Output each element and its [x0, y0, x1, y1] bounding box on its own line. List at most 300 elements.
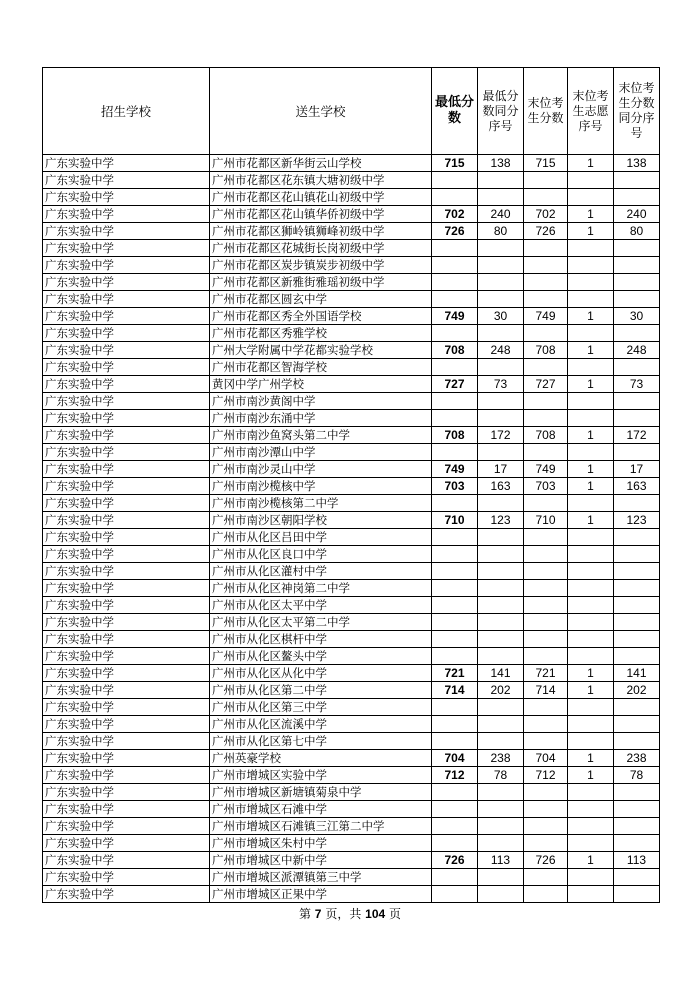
- min-score-rank-cell: [478, 172, 524, 189]
- last-same-rank-cell: [614, 189, 660, 206]
- min-score-cell: 714: [432, 682, 478, 699]
- table-row: [43, 597, 660, 614]
- last-score-cell: 714: [524, 682, 568, 699]
- last-choice-rank-cell: 1: [568, 750, 614, 767]
- send-school-cell: 广州市从化区吕田中学: [210, 529, 432, 546]
- min-score-cell: [432, 240, 478, 257]
- last-choice-rank-cell: [568, 869, 614, 886]
- min-score-rank-cell: [478, 818, 524, 835]
- last-same-rank-cell: [614, 784, 660, 801]
- last-same-rank-cell: [614, 886, 660, 903]
- last-choice-rank-cell: 1: [568, 376, 614, 393]
- min-score-cell: [432, 869, 478, 886]
- min-score-cell: [432, 444, 478, 461]
- enroll-school-cell: 广东实验中学: [43, 529, 210, 546]
- enroll-school-cell: 广东实验中学: [43, 325, 210, 342]
- enroll-school-cell: 广东实验中学: [43, 461, 210, 478]
- last-choice-rank-cell: [568, 886, 614, 903]
- table-row: [43, 308, 660, 325]
- last-same-rank-cell: [614, 614, 660, 631]
- send-school-cell: 广州市花都区秀全外国语学校: [210, 308, 432, 325]
- min-score-rank-cell: 17: [478, 461, 524, 478]
- min-score-cell: [432, 189, 478, 206]
- min-score-cell: [432, 835, 478, 852]
- table-row: [43, 835, 660, 852]
- min-score-rank-cell: [478, 240, 524, 257]
- table-row: [43, 410, 660, 427]
- send-school-cell: 广州市从化区流溪中学: [210, 716, 432, 733]
- enroll-school-cell: 广东实验中学: [43, 614, 210, 631]
- min-score-rank-cell: 240: [478, 206, 524, 223]
- enroll-school-cell: 广东实验中学: [43, 274, 210, 291]
- min-score-cell: 702: [432, 206, 478, 223]
- table-row: [43, 274, 660, 291]
- last-same-rank-cell: 80: [614, 223, 660, 240]
- table-row: [43, 257, 660, 274]
- enroll-school-cell: 广东实验中学: [43, 546, 210, 563]
- table-row: [43, 223, 660, 240]
- last-score-cell: [524, 886, 568, 903]
- last-choice-rank-cell: [568, 189, 614, 206]
- last-same-rank-cell: [614, 410, 660, 427]
- enroll-school-cell: 广东实验中学: [43, 767, 210, 784]
- last-score-cell: [524, 410, 568, 427]
- table-row: [43, 818, 660, 835]
- min-score-rank-cell: [478, 580, 524, 597]
- min-score-rank-cell: [478, 648, 524, 665]
- last-score-cell: [524, 495, 568, 512]
- last-score-cell: [524, 597, 568, 614]
- table-row: [43, 393, 660, 410]
- min-score-cell: 715: [432, 155, 478, 172]
- last-same-rank-cell: 138: [614, 155, 660, 172]
- last-choice-rank-cell: [568, 699, 614, 716]
- last-choice-rank-cell: 1: [568, 342, 614, 359]
- last-same-rank-cell: 240: [614, 206, 660, 223]
- last-same-rank-cell: [614, 240, 660, 257]
- last-choice-rank-cell: [568, 631, 614, 648]
- header-last-score: 末位考生分数: [524, 68, 568, 155]
- min-score-cell: [432, 597, 478, 614]
- footer-page-number: 7: [314, 907, 322, 921]
- send-school-cell: 广州市增城区正果中学: [210, 886, 432, 903]
- min-score-cell: 708: [432, 342, 478, 359]
- send-school-cell: 广州市增城区石滩镇三江第二中学: [210, 818, 432, 835]
- table-row: [43, 648, 660, 665]
- last-score-cell: [524, 189, 568, 206]
- send-school-cell: 广州市增城区中新中学: [210, 852, 432, 869]
- send-school-cell: 广州市增城区朱村中学: [210, 835, 432, 852]
- header-min-score-rank: 最低分数同分序号: [478, 68, 524, 155]
- table-row: [43, 206, 660, 223]
- last-score-cell: [524, 172, 568, 189]
- send-school-cell: 广州市增城区实验中学: [210, 767, 432, 784]
- last-score-cell: 749: [524, 308, 568, 325]
- min-score-cell: 749: [432, 308, 478, 325]
- last-same-rank-cell: 163: [614, 478, 660, 495]
- table-row: [43, 495, 660, 512]
- last-same-rank-cell: 78: [614, 767, 660, 784]
- last-score-cell: 703: [524, 478, 568, 495]
- send-school-cell: 广州市花都区秀雅学校: [210, 325, 432, 342]
- last-score-cell: 727: [524, 376, 568, 393]
- header-last-same-rank: 末位考生分数同分序号: [614, 68, 660, 155]
- last-choice-rank-cell: [568, 240, 614, 257]
- min-score-rank-cell: 113: [478, 852, 524, 869]
- last-score-cell: 726: [524, 852, 568, 869]
- min-score-rank-cell: 141: [478, 665, 524, 682]
- send-school-cell: 广州市南沙榄核第二中学: [210, 495, 432, 512]
- send-school-cell: 广州大学附属中学花都实验学校: [210, 342, 432, 359]
- min-score-cell: [432, 886, 478, 903]
- table-row: [43, 172, 660, 189]
- min-score-cell: [432, 563, 478, 580]
- last-same-rank-cell: [614, 546, 660, 563]
- last-choice-rank-cell: [568, 495, 614, 512]
- table-row: [43, 325, 660, 342]
- min-score-rank-cell: 73: [478, 376, 524, 393]
- last-score-cell: 726: [524, 223, 568, 240]
- send-school-cell: 广州市从化区第七中学: [210, 733, 432, 750]
- last-choice-rank-cell: 1: [568, 206, 614, 223]
- last-same-rank-cell: [614, 495, 660, 512]
- enroll-school-cell: 广东实验中学: [43, 699, 210, 716]
- table-row: [43, 784, 660, 801]
- min-score-rank-cell: 123: [478, 512, 524, 529]
- min-score-rank-cell: [478, 325, 524, 342]
- last-score-cell: [524, 869, 568, 886]
- min-score-cell: 727: [432, 376, 478, 393]
- min-score-cell: 703: [432, 478, 478, 495]
- min-score-cell: [432, 580, 478, 597]
- send-school-cell: 广州英豪学校: [210, 750, 432, 767]
- enroll-school-cell: 广东实验中学: [43, 835, 210, 852]
- last-same-rank-cell: [614, 274, 660, 291]
- last-same-rank-cell: [614, 869, 660, 886]
- min-score-rank-cell: [478, 546, 524, 563]
- last-choice-rank-cell: 1: [568, 682, 614, 699]
- last-choice-rank-cell: [568, 597, 614, 614]
- min-score-rank-cell: [478, 801, 524, 818]
- last-score-cell: 702: [524, 206, 568, 223]
- table-row: [43, 342, 660, 359]
- last-same-rank-cell: [614, 291, 660, 308]
- min-score-rank-cell: [478, 886, 524, 903]
- enroll-school-cell: 广东实验中学: [43, 444, 210, 461]
- send-school-cell: 广州市从化区从化中学: [210, 665, 432, 682]
- send-school-cell: 广州市南沙灵山中学: [210, 461, 432, 478]
- last-score-cell: [524, 699, 568, 716]
- last-choice-rank-cell: 1: [568, 478, 614, 495]
- last-same-rank-cell: 141: [614, 665, 660, 682]
- enroll-school-cell: 广东实验中学: [43, 716, 210, 733]
- enroll-school-cell: 广东实验中学: [43, 801, 210, 818]
- table-row: [43, 291, 660, 308]
- header-send-school: 送生学校: [210, 68, 432, 155]
- min-score-rank-cell: [478, 869, 524, 886]
- table-row: [43, 359, 660, 376]
- last-same-rank-cell: [614, 257, 660, 274]
- table-row: [43, 665, 660, 682]
- table-row: [43, 682, 660, 699]
- last-same-rank-cell: [614, 325, 660, 342]
- last-same-rank-cell: [614, 631, 660, 648]
- last-choice-rank-cell: [568, 257, 614, 274]
- table-row: [43, 155, 660, 172]
- last-choice-rank-cell: 1: [568, 665, 614, 682]
- min-score-cell: [432, 648, 478, 665]
- send-school-cell: 广州市从化区棋杆中学: [210, 631, 432, 648]
- min-score-rank-cell: [478, 597, 524, 614]
- table-row: [43, 240, 660, 257]
- last-choice-rank-cell: 1: [568, 461, 614, 478]
- min-score-rank-cell: 202: [478, 682, 524, 699]
- send-school-cell: 广州市从化区神岗第二中学: [210, 580, 432, 597]
- enroll-school-cell: 广东实验中学: [43, 172, 210, 189]
- min-score-cell: [432, 818, 478, 835]
- last-score-cell: 749: [524, 461, 568, 478]
- send-school-cell: 广州市南沙东涌中学: [210, 410, 432, 427]
- header-last-choice-rank: 末位考生志愿序号: [568, 68, 614, 155]
- min-score-cell: [432, 716, 478, 733]
- send-school-cell: 广州市增城区石滩中学: [210, 801, 432, 818]
- send-school-cell: 广州市从化区第二中学: [210, 682, 432, 699]
- last-score-cell: [524, 784, 568, 801]
- last-choice-rank-cell: [568, 835, 614, 852]
- last-same-rank-cell: [614, 444, 660, 461]
- min-score-cell: [432, 359, 478, 376]
- last-choice-rank-cell: [568, 274, 614, 291]
- send-school-cell: 广州市南沙黄阁中学: [210, 393, 432, 410]
- min-score-rank-cell: [478, 189, 524, 206]
- min-score-rank-cell: [478, 359, 524, 376]
- last-score-cell: [524, 631, 568, 648]
- table-row: [43, 189, 660, 206]
- send-school-cell: 广州市从化区灌村中学: [210, 563, 432, 580]
- table-row: [43, 801, 660, 818]
- last-same-rank-cell: [614, 580, 660, 597]
- enroll-school-cell: 广东实验中学: [43, 308, 210, 325]
- enroll-school-cell: 广东实验中学: [43, 342, 210, 359]
- table-row: [43, 427, 660, 444]
- enroll-school-cell: 广东实验中学: [43, 240, 210, 257]
- last-same-rank-cell: [614, 648, 660, 665]
- enroll-school-cell: 广东实验中学: [43, 818, 210, 835]
- enroll-school-cell: 广东实验中学: [43, 665, 210, 682]
- send-school-cell: 广州市花都区新雅街雅瑶初级中学: [210, 274, 432, 291]
- last-choice-rank-cell: 1: [568, 223, 614, 240]
- enroll-school-cell: 广东实验中学: [43, 750, 210, 767]
- last-same-rank-cell: [614, 716, 660, 733]
- min-score-cell: [432, 410, 478, 427]
- enroll-school-cell: 广东实验中学: [43, 291, 210, 308]
- min-score-cell: [432, 614, 478, 631]
- last-choice-rank-cell: [568, 563, 614, 580]
- send-school-cell: 广州市花都区花东镇大塘初级中学: [210, 172, 432, 189]
- min-score-rank-cell: 172: [478, 427, 524, 444]
- min-score-cell: [432, 172, 478, 189]
- last-same-rank-cell: 73: [614, 376, 660, 393]
- min-score-cell: 704: [432, 750, 478, 767]
- last-same-rank-cell: 248: [614, 342, 660, 359]
- last-same-rank-cell: [614, 529, 660, 546]
- enroll-school-cell: 广东实验中学: [43, 257, 210, 274]
- footer-middle: 页，共: [325, 907, 362, 921]
- enroll-school-cell: 广东实验中学: [43, 648, 210, 665]
- last-score-cell: [524, 393, 568, 410]
- send-school-cell: 广州市南沙区朝阳学校: [210, 512, 432, 529]
- min-score-rank-cell: 80: [478, 223, 524, 240]
- send-school-cell: 广州市从化区鳌头中学: [210, 648, 432, 665]
- last-choice-rank-cell: [568, 359, 614, 376]
- table-row: [43, 869, 660, 886]
- last-same-rank-cell: [614, 597, 660, 614]
- admission-score-table: [42, 67, 660, 903]
- min-score-rank-cell: [478, 563, 524, 580]
- last-score-cell: 712: [524, 767, 568, 784]
- min-score-rank-cell: 78: [478, 767, 524, 784]
- enroll-school-cell: 广东实验中学: [43, 631, 210, 648]
- min-score-cell: [432, 325, 478, 342]
- enroll-school-cell: 广东实验中学: [43, 155, 210, 172]
- last-choice-rank-cell: [568, 818, 614, 835]
- last-same-rank-cell: 113: [614, 852, 660, 869]
- min-score-rank-cell: [478, 631, 524, 648]
- footer-total-pages: 104: [365, 907, 386, 921]
- footer-suffix: 页: [389, 907, 402, 921]
- min-score-cell: [432, 784, 478, 801]
- table-body: [43, 155, 660, 903]
- last-same-rank-cell: 30: [614, 308, 660, 325]
- header-enroll-school: 招生学校: [43, 68, 210, 155]
- send-school-cell: 广州市花都区圆玄中学: [210, 291, 432, 308]
- table-row: [43, 886, 660, 903]
- min-score-cell: 726: [432, 223, 478, 240]
- last-same-rank-cell: 17: [614, 461, 660, 478]
- last-score-cell: [524, 801, 568, 818]
- table-row: [43, 478, 660, 495]
- table-row: [43, 512, 660, 529]
- min-score-rank-cell: 30: [478, 308, 524, 325]
- last-score-cell: [524, 580, 568, 597]
- last-same-rank-cell: 172: [614, 427, 660, 444]
- last-score-cell: [524, 716, 568, 733]
- last-choice-rank-cell: [568, 648, 614, 665]
- min-score-rank-cell: [478, 444, 524, 461]
- last-score-cell: [524, 291, 568, 308]
- min-score-rank-cell: [478, 393, 524, 410]
- last-score-cell: 708: [524, 342, 568, 359]
- last-choice-rank-cell: [568, 716, 614, 733]
- last-choice-rank-cell: [568, 580, 614, 597]
- last-choice-rank-cell: [568, 444, 614, 461]
- min-score-rank-cell: [478, 257, 524, 274]
- last-choice-rank-cell: [568, 410, 614, 427]
- send-school-cell: 广州市花都区花山镇华侨初级中学: [210, 206, 432, 223]
- last-score-cell: [524, 325, 568, 342]
- min-score-rank-cell: [478, 529, 524, 546]
- enroll-school-cell: 广东实验中学: [43, 597, 210, 614]
- enroll-school-cell: 广东实验中学: [43, 580, 210, 597]
- min-score-cell: 708: [432, 427, 478, 444]
- send-school-cell: 广州市增城区新塘镇菊泉中学: [210, 784, 432, 801]
- enroll-school-cell: 广东实验中学: [43, 512, 210, 529]
- last-choice-rank-cell: 1: [568, 852, 614, 869]
- last-choice-rank-cell: [568, 614, 614, 631]
- last-score-cell: [524, 563, 568, 580]
- last-score-cell: [524, 274, 568, 291]
- last-score-cell: 708: [524, 427, 568, 444]
- send-school-cell: 广州市花都区炭步镇炭步初级中学: [210, 257, 432, 274]
- min-score-cell: [432, 631, 478, 648]
- min-score-cell: [432, 257, 478, 274]
- send-school-cell: 广州市从化区太平第二中学: [210, 614, 432, 631]
- last-choice-rank-cell: [568, 546, 614, 563]
- page-footer: [0, 905, 700, 922]
- min-score-cell: 721: [432, 665, 478, 682]
- last-choice-rank-cell: 1: [568, 155, 614, 172]
- last-choice-rank-cell: [568, 393, 614, 410]
- last-score-cell: [524, 648, 568, 665]
- last-same-rank-cell: [614, 699, 660, 716]
- last-choice-rank-cell: [568, 733, 614, 750]
- header-min-score: 最低分数: [432, 68, 478, 155]
- enroll-school-cell: 广东实验中学: [43, 359, 210, 376]
- min-score-rank-cell: [478, 495, 524, 512]
- last-score-cell: [524, 444, 568, 461]
- enroll-school-cell: 广东实验中学: [43, 886, 210, 903]
- enroll-school-cell: 广东实验中学: [43, 410, 210, 427]
- last-choice-rank-cell: [568, 291, 614, 308]
- last-score-cell: [524, 257, 568, 274]
- send-school-cell: 广州市花都区狮岭镇狮峰初级中学: [210, 223, 432, 240]
- min-score-cell: [432, 529, 478, 546]
- min-score-cell: 710: [432, 512, 478, 529]
- min-score-rank-cell: [478, 733, 524, 750]
- last-choice-rank-cell: [568, 325, 614, 342]
- table-row: [43, 733, 660, 750]
- table-row: [43, 716, 660, 733]
- table-row: [43, 631, 660, 648]
- send-school-cell: 广州市花都区花山镇花山初级中学: [210, 189, 432, 206]
- min-score-rank-cell: [478, 291, 524, 308]
- last-same-rank-cell: 123: [614, 512, 660, 529]
- enroll-school-cell: 广东实验中学: [43, 189, 210, 206]
- last-choice-rank-cell: 1: [568, 308, 614, 325]
- table-row: [43, 767, 660, 784]
- last-score-cell: [524, 529, 568, 546]
- enroll-school-cell: 广东实验中学: [43, 682, 210, 699]
- send-school-cell: 广州市花都区智海学校: [210, 359, 432, 376]
- last-same-rank-cell: [614, 172, 660, 189]
- last-same-rank-cell: [614, 801, 660, 818]
- min-score-cell: [432, 733, 478, 750]
- min-score-rank-cell: 238: [478, 750, 524, 767]
- last-choice-rank-cell: [568, 529, 614, 546]
- enroll-school-cell: 广东实验中学: [43, 478, 210, 495]
- last-choice-rank-cell: [568, 172, 614, 189]
- enroll-school-cell: 广东实验中学: [43, 495, 210, 512]
- min-score-cell: [432, 274, 478, 291]
- table-row: [43, 852, 660, 869]
- enroll-school-cell: 广东实验中学: [43, 784, 210, 801]
- min-score-rank-cell: 163: [478, 478, 524, 495]
- min-score-rank-cell: [478, 835, 524, 852]
- last-same-rank-cell: [614, 393, 660, 410]
- send-school-cell: 黄冈中学广州学校: [210, 376, 432, 393]
- min-score-cell: [432, 291, 478, 308]
- last-same-rank-cell: 202: [614, 682, 660, 699]
